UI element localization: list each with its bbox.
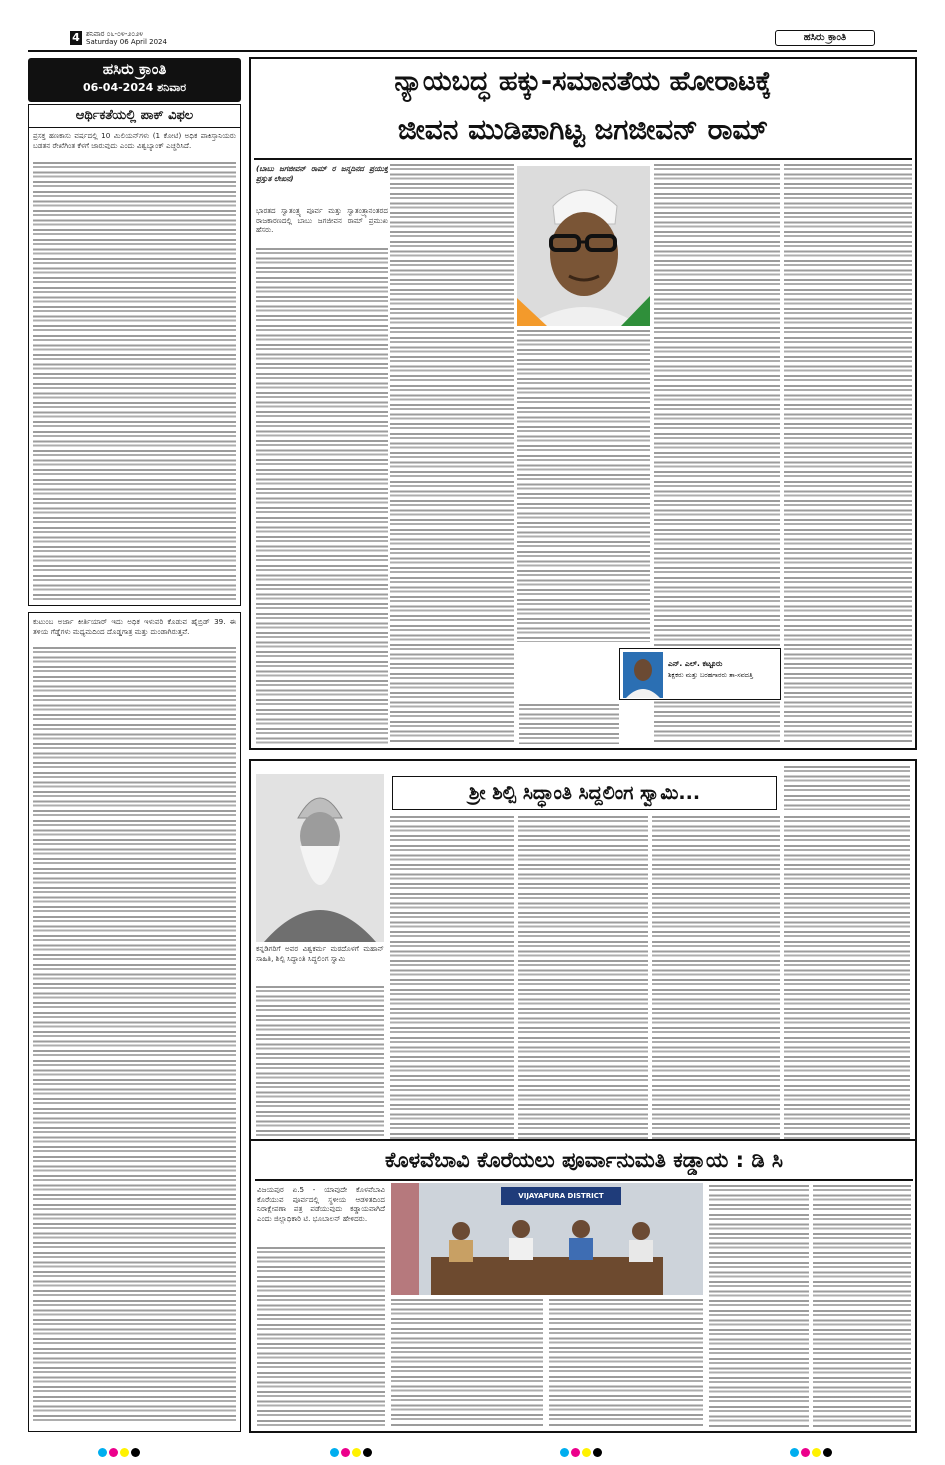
masthead-title: ಹಸಿರು ಕ್ರಾಂತಿ [102, 60, 167, 78]
cyan-mark [98, 1448, 107, 1457]
second-headline: ಶ್ರೀ ಶಿಲ್ಪಿ ಸಿದ್ಧಾಂತಿ ಸಿದ್ದಲಿಂಗ ಸ್ವಾಮಿ... [392, 776, 777, 810]
meeting-photo [391, 1183, 703, 1295]
magenta-mark [801, 1448, 810, 1457]
black-mark [823, 1448, 832, 1457]
editorial-lead: ಪ್ರಸಕ್ತ ಹಣಕಾಸು ವರ್ಷದಲ್ಲಿ 10 ಮಿಲಿಯನ್‌ಗಳು (1 ಕೋಟಿ) ಅಧಿಕ ಪಾಕಿಸ್ತಾನಿಯರು ಬಡತನ ರೇಖೆಗಿಂತ ಕೆಳಗೆ ಜಾರುವುದು ಎಂದು ವಿಶ್ವಬ್ಯಾಂಕ್ ಎಚ್ಚರಿಸಿದೆ. [33, 131, 236, 150]
main-kicker: (ಬಾಬು ಜಗಜೀವನ್ ರಾಮ್ ರ ಜನ್ಮದಿನದ ಪ್ರಯುಕ್ತ ಪ್ರಸ್ತುತ ಲೇಖನ) [256, 164, 388, 183]
registration-marks-center-right [560, 1442, 604, 1461]
cyan-mark [330, 1448, 339, 1457]
main-headline-rule [254, 158, 912, 160]
editorial-box [28, 104, 241, 606]
swamy-portrait [256, 774, 384, 942]
header-paper-name: ಹಸಿರು ಕ್ರಾಂತಿ [775, 30, 875, 46]
jagjivan-ram-portrait [517, 166, 650, 326]
page-number: 4 [70, 31, 82, 45]
registration-marks-left [98, 1442, 142, 1461]
header-date-english: Saturday 06 April 2024 [86, 38, 167, 46]
third-story [249, 1139, 917, 1433]
portrait-illustration [517, 166, 650, 326]
registration-marks-right [790, 1442, 834, 1461]
author-photo [623, 652, 663, 698]
third-headline: ಕೊಳವೆಬಾವಿ ಕೊರೆಯಲು ಪೂರ್ವಾನುಮತಿ ಕಡ್ಡಾಯ : ಡಿ ಸಿ [384, 1148, 784, 1172]
main-headline-line1: ನ್ಯಾಯಬದ್ಧ ಹಕ್ಕು-ಸಮಾನತೆಯ ಹೋರಾಟಕ್ಕೆ [394, 66, 772, 97]
magenta-mark [109, 1448, 118, 1457]
main-col5-body [784, 164, 912, 744]
page-header [70, 30, 875, 50]
masthead [28, 58, 241, 102]
yellow-mark [120, 1448, 129, 1457]
main-col2-body [390, 164, 514, 744]
third-col1-body [257, 1247, 385, 1427]
third-col4-body [709, 1185, 809, 1427]
schemes-box [28, 612, 241, 1432]
black-mark [593, 1448, 602, 1457]
schemes-body [33, 647, 236, 1422]
author-photo-illustration [623, 652, 663, 698]
schemes-lead: ಕುಟುಂಬ ಅರ್ಜಾ ಕೀರ್ತಿಯಾರ್ ಇದು ಅಧಿಕ ಇಳುವರಿ ಕೊಡುವ ಹೈಬ್ರಿಡ್ 39. ಈ ತಳಿಯ ಗೆಡ್ಡೆಗಳು ಮಧ್ಯಮದಿಂದ ದೊಡ್ಡಗಾತ್ರ ಮತ್ತು ದುಂಡಾಗಿರುತ್ತವೆ. [33, 617, 236, 636]
main-lead: ಭಾರತದ ಸ್ವಾತಂತ್ರ್ಯ ಪೂರ್ವ ಮತ್ತು ಸ್ವಾತಂತ್ರ್ಯಾನಂತರದ ರಾಜಕಾರಣದಲ್ಲಿ ಬಾಬು ಜಗಜೀವನ ರಾಮ್ ಪ್ರಮುಖ ಹೆಸರು. [256, 206, 388, 235]
yellow-mark [812, 1448, 821, 1457]
third-col2-body [391, 1299, 543, 1427]
author-caption [619, 648, 781, 700]
editorial-headline: ಆರ್ಥಿಕತೆಯಲ್ಲಿ ಪಾಕ್ ವಿಫಲ [29, 105, 240, 128]
header-date-kannada: ಶನಿವಾರ ೦೬-೦೪-೨೦೨೪ [86, 30, 144, 38]
magenta-mark [571, 1448, 580, 1457]
black-mark [363, 1448, 372, 1457]
main-headline-line2: ಜೀವನ ಮುಡಿಪಾಗಿಟ್ಟ ಜಗಜೀವನ್ ರಾಮ್ [397, 113, 769, 146]
yellow-mark [352, 1448, 361, 1457]
swamy-caption-lead: ಕನ್ನಡಿಗರಿಗೆ ಅವರ ವಿಶ್ವಕರ್ಮ ಮಠದೊಳಗೆ ಮಹಾನ್ ಸಾಹಿತಿ, ಶಿಲ್ಪಿ ಸಿದ್ಧಾಂತಿ ಸಿದ್ಧಲಿಂಗ ಸ್ವಾಮಿ [256, 944, 384, 963]
header-rule [28, 50, 917, 52]
third-col3-body [549, 1299, 703, 1427]
third-col5-body [813, 1185, 911, 1427]
cyan-mark [560, 1448, 569, 1457]
main-col3-end [519, 704, 619, 744]
main-col3-body [517, 330, 650, 642]
black-mark [131, 1448, 140, 1457]
editorial-body [33, 162, 236, 600]
author-name: ಎನ್. ಎಲ್. ಕಟ್ಟೂರು [668, 659, 723, 668]
photo-banner-text: VIJAYAPURA DISTRICT [518, 1192, 604, 1200]
masthead-date: 06-04-2024 ಶನಿವಾರ [82, 81, 187, 94]
swamy-portrait-illustration [256, 774, 384, 942]
second-col0-upper [784, 766, 910, 810]
third-headline-rule [255, 1179, 913, 1181]
main-col1-body [256, 248, 388, 744]
author-role: ಶಿಕ್ಷಕರು ಮತ್ತು ಬರಹಗಾರರು ತಾ-ಸವದತ್ತಿ [668, 671, 753, 679]
yellow-mark [582, 1448, 591, 1457]
third-lead: ವಿಜಯಪುರ ಏ.5 - ಯಾವುದೇ ಕೊಳವೆಬಾವಿ ಕೊರೆಯುವ ಪೂರ್ವದಲ್ಲಿ ಸ್ಥಳೀಯ ಆಡಳಿತದಿಂದ ನಿರಾಕ್ಷೇಪಣಾ ಪತ್ರ ಪಡೆಯುವುದು ಕಡ್ಡಾಯವಾಗಿದೆ ಎಂದು ಜಿಲ್ಲಾಧಿಕಾರಿ ಟಿ. ಭೂಬಾಲನ್ ಹೇಳಿದರು. [257, 1185, 385, 1223]
registration-marks-center-left [330, 1442, 374, 1461]
cyan-mark [790, 1448, 799, 1457]
magenta-mark [341, 1448, 350, 1457]
